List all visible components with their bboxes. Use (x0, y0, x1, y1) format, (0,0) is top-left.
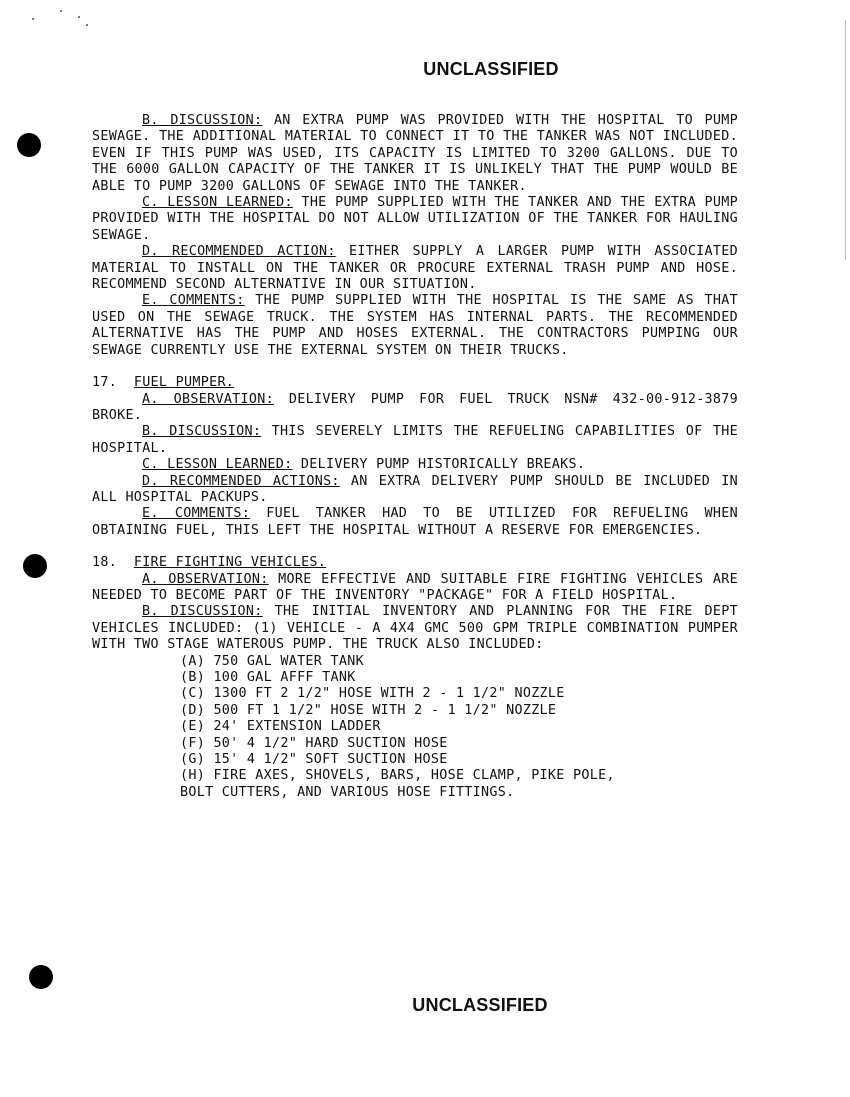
classification-footer: UNCLASSIFIED (412, 995, 548, 1015)
list-item: BOLT CUTTERS, AND VARIOUS HOSE FITTINGS. (180, 784, 515, 800)
para-text: AN EXTRA PUMP WAS PROVIDED WITH THE HOSPITAL TO PUMP SEWAGE. THE ADDITIONAL MATERIAL TO CONNECT IT TO THE TANKER WAS NOT INCLUDED. EVEN IF THIS PUMP WAS USED, ITS CAPACITY IS LIMITED TO 3200 GALLONS. DUE TO THE 6000 GALLON CAPACITY OF THE TANKER IT IS UNLIKELY THAT THE PUMP WOULD BE ABLE TO PUMP 3200 GALLONS OF SEWAGE INTO THE TANKER. (92, 113, 738, 194)
para-text: THIS SEVERELY LIMITS THE REFUELING CAPABILITIES OF THE HOSPITAL. (92, 424, 738, 456)
para-17b (92, 424, 738, 457)
section-17-heading (92, 375, 738, 391)
para-text: DELIVERY PUMP HISTORICALLY BREAKS. (292, 457, 586, 473)
para-label: A. OBSERVATION: (142, 571, 269, 587)
para-label: C. LESSON LEARNED: (142, 195, 293, 211)
section-18-heading (92, 555, 738, 571)
equipment-list (92, 654, 738, 802)
list-item: (F) 50' 4 1/2" HARD SUCTION HOSE (180, 735, 448, 751)
para-16b (92, 113, 738, 195)
document-body (92, 113, 738, 801)
classification-header: UNCLASSIFIED (423, 59, 559, 79)
para-16c (92, 195, 738, 244)
punch-hole-bottom (29, 965, 53, 989)
para-label: E. COMMENTS: (142, 506, 251, 522)
para-18a (92, 572, 738, 605)
para-label: D. RECOMMENDED ACTIONS: (142, 473, 340, 489)
para-text: MORE EFFECTIVE AND SUITABLE FIRE FIGHTING VEHICLES ARE NEEDED TO BECOME PART OF THE INVENTORY "PACKAGE" FOR A FIELD HOSPITAL. (92, 571, 738, 603)
section-number: 18. (92, 555, 118, 571)
para-label: C. LESSON LEARNED: (142, 457, 293, 473)
para-text: EITHER SUPPLY A LARGER PUMP WITH ASSOCIATED MATERIAL TO INSTALL ON THE TANKER OR PROCURE EXTERNAL TRASH PUMP AND HOSE. RECOMMEND SECOND ALTERNATIVE IN OUR SITUATION. (92, 244, 738, 293)
list-item: (A) 750 GAL WATER TANK (180, 653, 364, 669)
para-label: A. OBSERVATION: (142, 391, 274, 407)
para-label: B. DISCUSSION: (142, 604, 263, 620)
section-title: FIRE FIGHTING VEHICLES. (133, 555, 327, 571)
list-item: (E) 24' EXTENSION LADDER (180, 719, 381, 735)
list-item: (G) 15' 4 1/2" SOFT SUCTION HOSE (180, 752, 448, 768)
list-item: (C) 1300 FT 2 1/2" HOSE WITH 2 - 1 1/2" NOZZLE (180, 686, 565, 702)
para-16d (92, 244, 738, 293)
section-gap (92, 359, 738, 375)
para-text: AN EXTRA DELIVERY PUMP SHOULD BE INCLUDED IN ALL HOSPITAL PACKUPS. (92, 473, 738, 505)
para-label: E. COMMENTS: (142, 293, 245, 309)
para-label: D. RECOMMENDED ACTION: (142, 244, 336, 260)
scan-speck (60, 10, 62, 12)
scan-speck (86, 24, 88, 26)
punch-hole-middle (23, 554, 47, 578)
scan-speck (32, 18, 34, 20)
list-item: (B) 100 GAL AFFF TANK (180, 670, 356, 685)
section-number: 17. (92, 375, 118, 391)
para-17a (92, 392, 738, 425)
para-text: THE PUMP SUPPLIED WITH THE TANKER AND THE EXTRA PUMP PROVIDED WITH THE HOSPITAL DO NOT ALLOW UTILIZATION OF THE TANKER FOR HAULING SEWAGE. (92, 195, 738, 243)
para-17d (92, 474, 738, 507)
scan-speck (78, 16, 80, 18)
para-18b (92, 604, 738, 653)
para-text: FUEL TANKER HAD TO BE UTILIZED FOR REFUELING WHEN OBTAINING FUEL, THIS LEFT THE HOSPITAL WITHOUT A RESERVE FOR EMERGENCIES. (92, 506, 739, 538)
para-17c (92, 457, 738, 473)
para-text: THE PUMP SUPPLIED WITH THE HOSPITAL IS THE SAME AS THAT USED ON THE SEWAGE TRUCK. THE SYSTEM HAS INTERNAL PARTS. THE RECOMMENDED ALTERNATIVE HAS THE PUMP AND HOSES EXTERNAL. THE CONTRACTORS PUMPING OUR SEWAGE CURRENTLY USE THE EXTERNAL SYSTEM ON THEIR TRUCKS. (92, 293, 738, 358)
para-17e (92, 506, 738, 539)
para-16e (92, 293, 738, 359)
section-gap (92, 539, 738, 555)
list-item: (D) 500 FT 1 1/2" HOSE WITH 2 - 1 1/2" NOZZLE (180, 702, 557, 718)
para-label: B. DISCUSSION: (142, 113, 263, 128)
punch-hole-top (17, 133, 41, 157)
para-text: THE INITIAL INVENTORY AND PLANNING FOR THE FIRE DEPT VEHICLES INCLUDED: (1) VEHICLE - A 4X4 GMC 500 GPM TRIPLE COMBINATION PUMPER WITH TWO STAGE WATEROUS PUMP. THE TRUCK ALSO INCLUDED: (92, 604, 738, 653)
section-title: FUEL PUMPER. (133, 375, 235, 391)
para-label: B. DISCUSSION: (142, 424, 262, 440)
scan-edge-line (845, 20, 846, 260)
list-item: (H) FIRE AXES, SHOVELS, BARS, HOSE CLAMP, PIKE POLE, (180, 768, 615, 784)
para-text: DELIVERY PUMP FOR FUEL TRUCK NSN# 432-00-912-3879 BROKE. (92, 391, 739, 423)
